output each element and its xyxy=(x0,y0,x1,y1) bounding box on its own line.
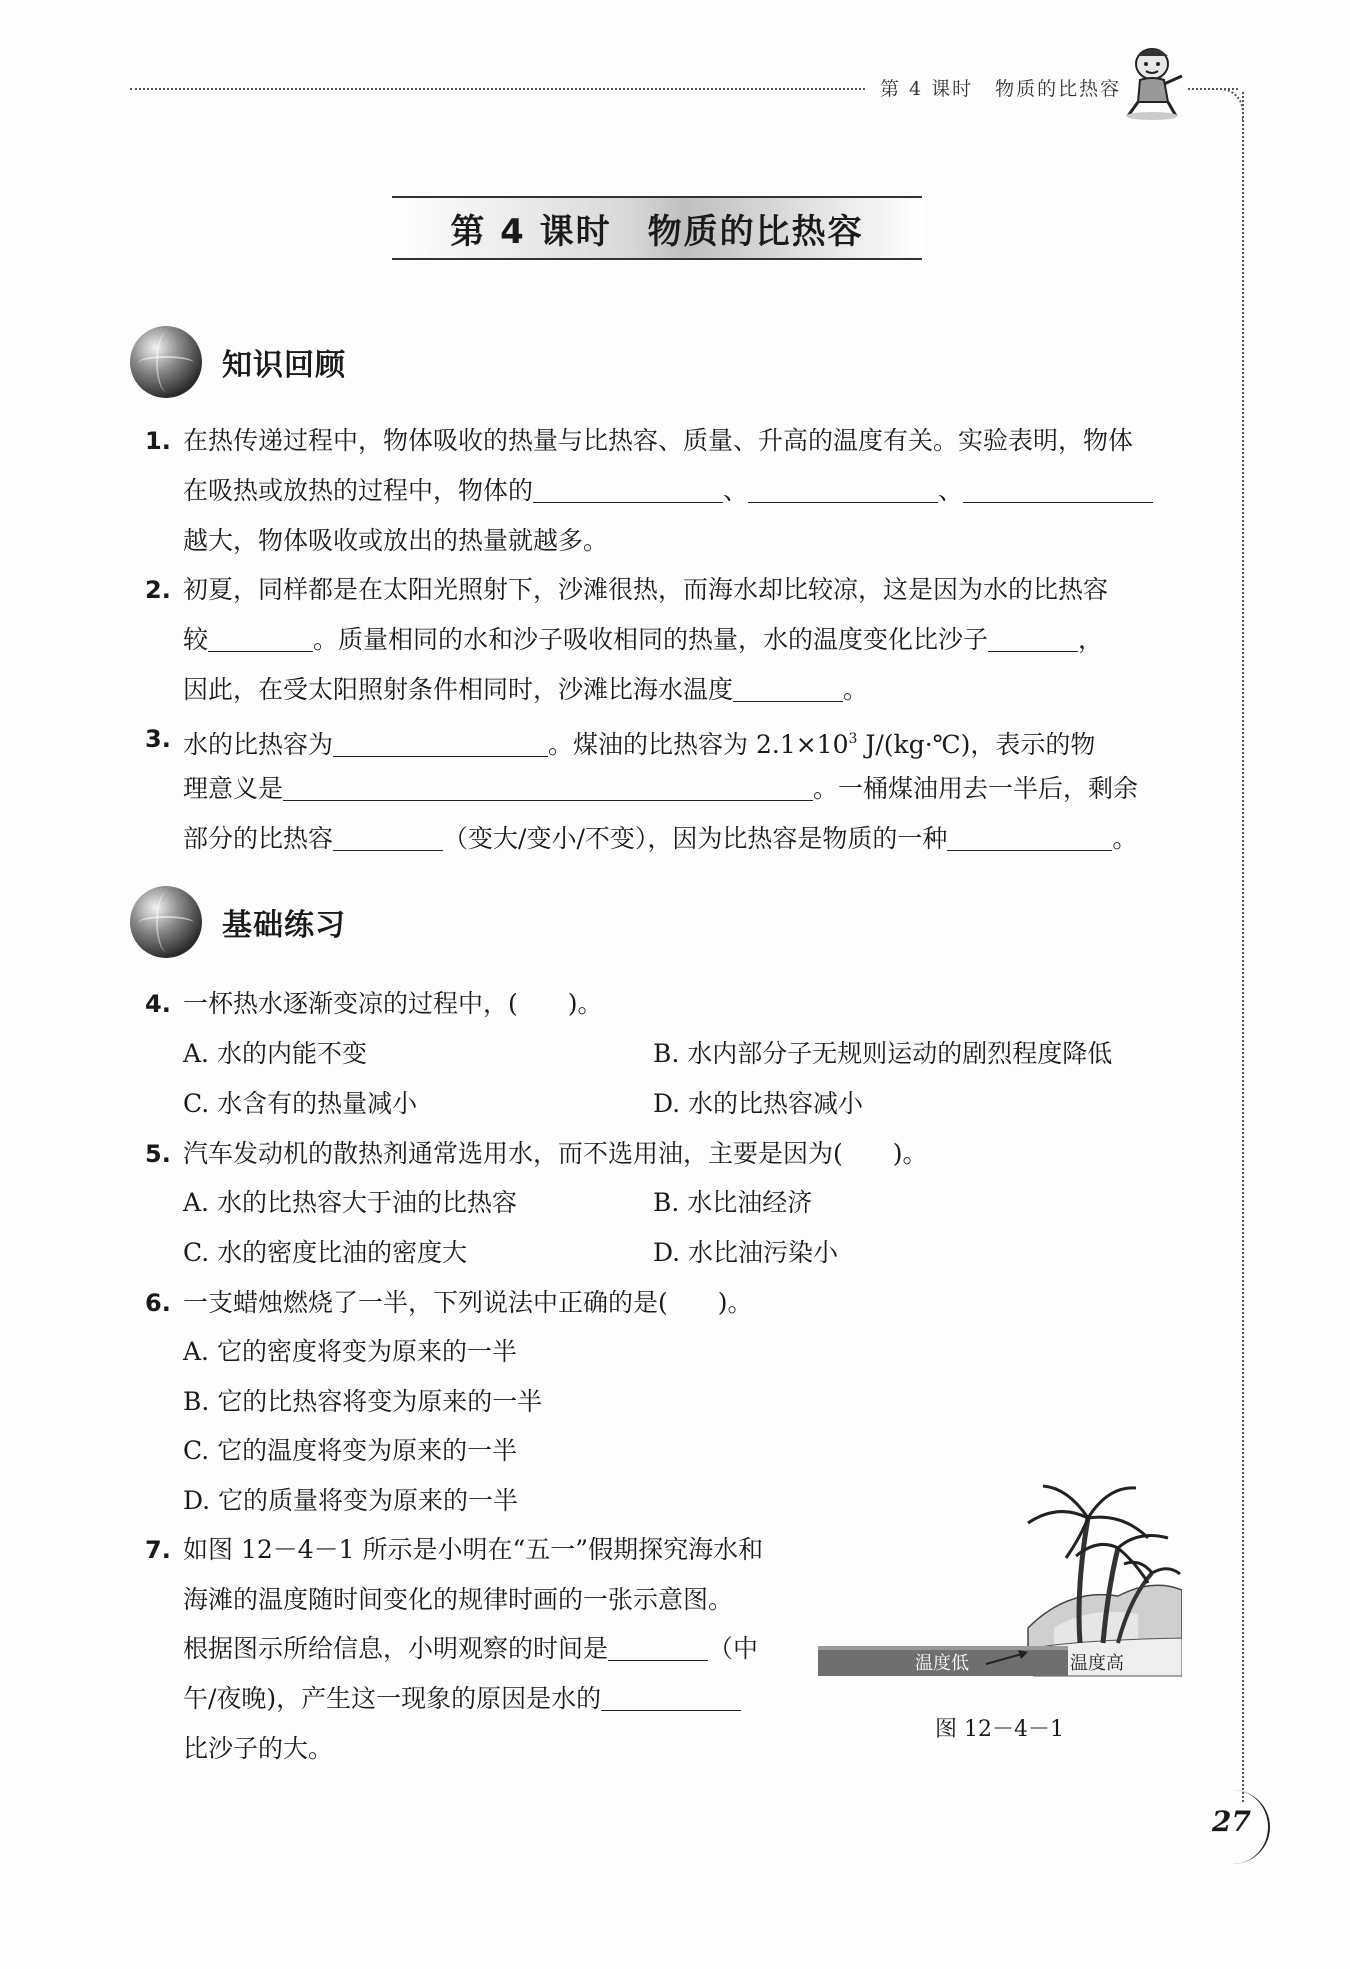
q2-line2 xyxy=(183,623,1103,657)
q4-option-a[interactable]: A. 水的内能不变 xyxy=(183,1039,367,1068)
q1-sep-1: 、 xyxy=(723,476,749,505)
section-review-title: 知识回顾 xyxy=(222,348,346,383)
q3-line2-a: 理意义是 xyxy=(183,774,284,803)
q2-line2-a: 较 xyxy=(183,625,209,654)
q1-blank-1[interactable] xyxy=(533,477,723,503)
lesson-title xyxy=(450,204,863,253)
q7-number: 7. xyxy=(145,1536,171,1564)
q2-line2-b: 。质量相同的水和沙子吸收相同的热量，水的温度变化比沙子 xyxy=(313,625,989,654)
q7-line4-a: 午/夜晚)，产生这一现象的原因是水的 xyxy=(183,1684,602,1713)
q1-line2-text: 在吸热或放热的过程中，物体的 xyxy=(183,476,534,505)
q4-number: 4. xyxy=(145,990,171,1018)
q3-exponent: 3 xyxy=(848,731,858,747)
q6-option-b[interactable]: B. 它的比热容将变为原来的一半 xyxy=(183,1387,543,1416)
header-topic: 物质的比热容 xyxy=(995,78,1122,100)
q6-number: 6. xyxy=(145,1289,171,1317)
q5-number: 5. xyxy=(145,1140,171,1168)
q1-line1: 在热传递过程中，物体吸收的热量与比热容、质量、升高的温度有关。实验表明，物体 xyxy=(183,426,1134,455)
q1-sep-2: 、 xyxy=(938,476,964,505)
q7-line5: 比沙子的大。 xyxy=(183,1734,334,1763)
q5-option-c[interactable]: C. 水的密度比油的密度大 xyxy=(183,1238,468,1267)
q2-blank-2[interactable] xyxy=(988,626,1078,652)
q3-line1 xyxy=(183,722,1095,762)
running-header xyxy=(880,74,1143,101)
q3-line3-c: 。 xyxy=(1112,824,1138,853)
q7-blank-1[interactable] xyxy=(608,1635,708,1661)
q2-line3-b: 。 xyxy=(843,675,869,704)
q7-line1: 如图 12－4－1 所示是小明在“五一”假期探究海水和 xyxy=(183,1535,764,1564)
corner-rule xyxy=(1212,88,1244,120)
figure-label-high: 温度高 xyxy=(1070,1653,1124,1674)
q4-option-b[interactable]: B. 水内部分子无规则运动的剧烈程度降低 xyxy=(653,1039,1113,1068)
q2-line2-c: ， xyxy=(1078,625,1104,654)
q4-stem: 一杯热水逐渐变凉的过程中，( )。 xyxy=(183,989,603,1018)
q2-line1: 初夏，同样都是在太阳光照射下，沙滩很热，而海水却比较凉，这是因为水的比热容 xyxy=(183,575,1109,604)
lesson-title-banner xyxy=(392,196,922,260)
q6-option-c[interactable]: C. 它的温度将变为原来的一半 xyxy=(183,1436,518,1465)
q2-line3-a: 因此，在受太阳照射条件相同时，沙滩比海水温度 xyxy=(183,675,734,704)
q3-blank-4[interactable] xyxy=(947,825,1112,851)
q3-line1-b: 。煤油的比热容为 2.1×10 xyxy=(548,730,849,759)
q6-option-a[interactable]: A. 它的密度将变为原来的一半 xyxy=(183,1337,517,1366)
q7-line3-a: 根据图示所给信息，小明观察的时间是 xyxy=(183,1634,609,1663)
title-lesson: 第 4 课时 xyxy=(450,211,612,252)
mascot-icon xyxy=(1118,42,1188,122)
q2-blank-3[interactable] xyxy=(733,676,843,702)
q2-line3 xyxy=(183,673,868,707)
page-number: 27 xyxy=(1212,1805,1251,1838)
q2-blank-1[interactable] xyxy=(208,626,313,652)
title-topic: 物质的比热容 xyxy=(647,211,864,252)
q6-stem: 一支蜡烛燃烧了一半，下列说法中正确的是( )。 xyxy=(183,1288,753,1317)
q3-line3-a: 部分的比热容 xyxy=(183,824,334,853)
q1-line2 xyxy=(183,474,1153,508)
figure-label-low: 温度低 xyxy=(915,1653,969,1674)
q1-blank-2[interactable] xyxy=(748,477,938,503)
q3-blank-2[interactable] xyxy=(283,775,813,801)
q7-line3-b: （中 xyxy=(708,1634,759,1663)
section-review-header xyxy=(130,326,346,398)
globe-icon xyxy=(130,886,202,958)
q3-line3-b: （变大/变小/不变），因为比热容是物质的一种 xyxy=(443,824,948,853)
q5-option-b[interactable]: B. 水比油经济 xyxy=(653,1188,813,1217)
section-practice-title: 基础练习 xyxy=(222,908,346,943)
q5-stem: 汽车发动机的散热剂通常选用水，而不选用油，主要是因为( )。 xyxy=(183,1139,928,1168)
beach-figure xyxy=(818,1478,1182,1698)
q3-line2-b: 。一桶煤油用去一半后，剩余 xyxy=(813,774,1139,803)
q5-option-d[interactable]: D. 水比油污染小 xyxy=(653,1238,839,1267)
q3-line1-c: J/(kg·℃)，表示的物 xyxy=(857,730,1096,759)
q3-line2 xyxy=(183,772,1138,806)
q3-blank-3[interactable] xyxy=(333,825,443,851)
q1-blank-3[interactable] xyxy=(963,477,1153,503)
q1-line3: 越大，物体吸收或放出的热量就越多。 xyxy=(183,526,609,555)
side-rule xyxy=(1242,92,1244,1802)
header-lesson: 第 4 课时 xyxy=(880,78,974,100)
globe-icon xyxy=(130,326,202,398)
q7-line4 xyxy=(183,1682,741,1716)
q7-line2: 海滩的温度随时间变化的规律时画的一张示意图。 xyxy=(183,1585,734,1614)
q3-number: 3. xyxy=(145,725,171,753)
q2-number: 2. xyxy=(145,576,171,604)
q6-option-d[interactable]: D. 它的质量将变为原来的一半 xyxy=(183,1486,519,1515)
figure-caption: 图 12－4－1 xyxy=(935,1717,1064,1742)
q7-line3 xyxy=(183,1632,758,1666)
q5-option-a[interactable]: A. 水的比热容大于油的比热容 xyxy=(183,1188,517,1217)
q3-line3 xyxy=(183,822,1137,856)
q3-blank-1[interactable] xyxy=(333,731,548,757)
q4-option-c[interactable]: C. 水含有的热量减小 xyxy=(183,1089,418,1118)
header-rule xyxy=(130,88,865,90)
q7-blank-2[interactable] xyxy=(601,1685,741,1711)
section-practice-header xyxy=(130,886,346,958)
q4-option-d[interactable]: D. 水的比热容减小 xyxy=(653,1089,864,1118)
q3-line1-a: 水的比热容为 xyxy=(183,730,334,759)
q1-number: 1. xyxy=(145,427,171,455)
